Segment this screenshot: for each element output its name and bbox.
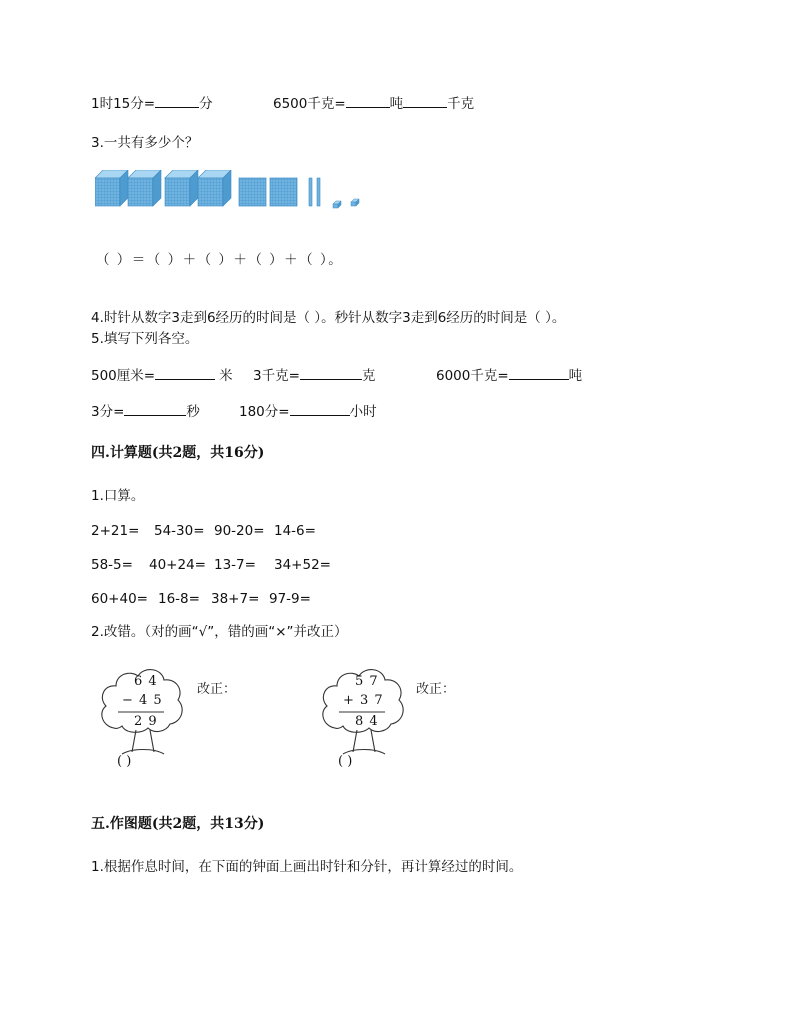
answer-blank[interactable] <box>290 402 350 416</box>
question-3-title: 3.一共有多少个？ <box>91 135 199 151</box>
answer-blank[interactable] <box>403 94 447 108</box>
question-4-text: 4.时针从数字3走到6经历的时间是（ ）。秒针从数字3走到6经历的时间是（ ）。 <box>91 310 566 326</box>
conversion-prefix: 180分= <box>239 404 290 420</box>
answer-blank[interactable] <box>155 366 215 380</box>
answer-blank[interactable] <box>155 94 199 108</box>
thousand-cube-icon <box>95 170 128 206</box>
conversion-prefix: 3分= <box>91 404 125 420</box>
answer-blank[interactable] <box>346 94 390 108</box>
question-5-title: 5.填写下列各空。 <box>91 331 199 347</box>
result: 2 9 <box>134 714 158 729</box>
conversion-hours-minutes <box>91 94 213 113</box>
answer-blank[interactable] <box>300 366 362 380</box>
conversion-prefix: 3千克= <box>253 368 300 384</box>
correction-label: 改正： <box>197 682 237 697</box>
conversion-kg-g <box>253 366 375 385</box>
conversion-suffix: 米 <box>219 368 233 384</box>
answer-blank[interactable] <box>509 366 569 380</box>
conversion-suffix: 克 <box>361 368 376 384</box>
conversion-prefix: 1时15分= <box>91 96 156 112</box>
ten-rod-icon <box>317 178 320 206</box>
conversion-prefix: 6500千克= <box>273 96 346 112</box>
tree-problem-2 <box>313 660 413 772</box>
question-3-equation: （ ）＝（ ）＋（ ）＋（ ）＋（ ）。 <box>96 252 344 268</box>
judgement-paren[interactable]: ( ) <box>117 754 132 769</box>
math-item: 54-30= <box>154 523 205 539</box>
conversion-cm-m <box>91 366 233 385</box>
math-item: 58-5= <box>91 557 133 573</box>
conversion-kg-ton <box>273 94 474 113</box>
tree-problem-1 <box>92 660 192 772</box>
addend-1: 5 7 <box>355 674 379 689</box>
math-item: 97-9= <box>269 591 311 607</box>
conversion-min-sec <box>91 402 200 421</box>
thousand-cube-icon <box>165 170 198 206</box>
conversion-suffix: 分 <box>199 96 213 112</box>
conversion-prefix: 6000千克= <box>436 368 509 384</box>
thousand-cube-icon <box>128 170 161 206</box>
conversion-mid: 吨 <box>389 96 404 112</box>
math-item: 16-8= <box>158 591 200 607</box>
thousand-cube-icon <box>198 170 231 206</box>
conversion-suffix: 小时 <box>349 404 377 420</box>
section-4-heading: 四.计算题(共2题，共16分) <box>91 445 265 461</box>
conversion-suffix: 吨 <box>568 368 583 384</box>
section-5-q1-title: 1.根据作息时间，在下面的钟面上画出时针和分针，再计算经过的时间。 <box>91 859 523 875</box>
base-ten-blocks-image <box>95 170 365 212</box>
conversion-min-hour <box>239 402 377 421</box>
ten-rod-icon <box>309 178 312 206</box>
math-item: 38+7= <box>211 591 260 607</box>
conversion-suffix: 千克 <box>447 96 475 112</box>
conversion-suffix: 秒 <box>186 404 200 420</box>
hundred-flat-icon <box>239 178 266 206</box>
hundred-flat-icon <box>270 178 297 206</box>
addend-2: + 3 7 <box>343 693 384 708</box>
minuend: 6 4 <box>134 674 158 689</box>
math-item: 14-6= <box>274 523 316 539</box>
math-item: 90-20= <box>214 523 265 539</box>
answer-blank[interactable] <box>124 402 186 416</box>
judgement-paren[interactable]: ( ) <box>338 754 353 769</box>
conversion-prefix: 500厘米= <box>91 368 156 384</box>
section-4-q2-title: 2.改错。（对的画“√”，错的画“×”并改正） <box>91 624 348 640</box>
math-item: 40+24= <box>149 557 206 573</box>
math-item: 60+40= <box>91 591 148 607</box>
conversion-kg-ton-2 <box>436 366 582 385</box>
subtrahend: − 4 5 <box>122 693 163 708</box>
section-5-heading: 五.作图题(共2题，共13分) <box>91 816 265 832</box>
math-item: 34+52= <box>274 557 331 573</box>
unit-cube-icon <box>351 199 359 206</box>
unit-cube-icon <box>333 201 341 208</box>
math-item: 13-7= <box>214 557 256 573</box>
result: 8 4 <box>355 714 379 729</box>
correction-label: 改正： <box>416 682 456 697</box>
math-item: 2+21= <box>91 523 140 539</box>
section-4-q1-title: 1.口算。 <box>91 488 145 504</box>
